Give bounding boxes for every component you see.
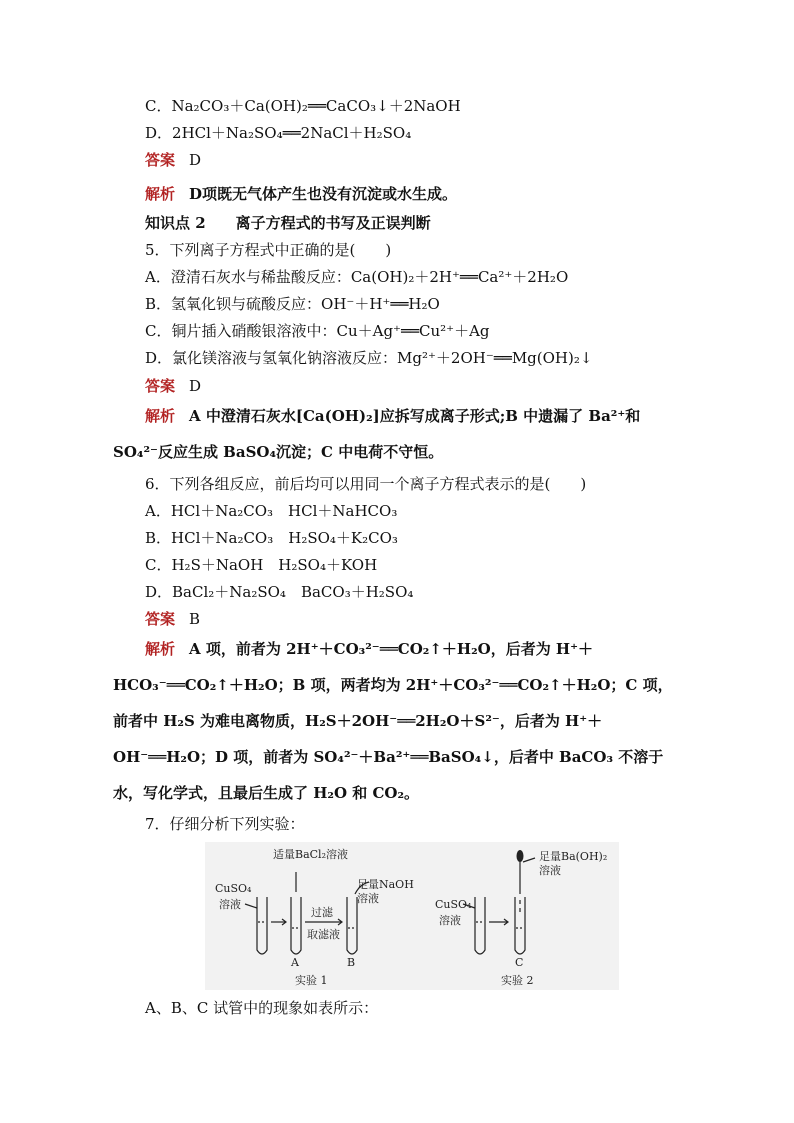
label-baoh2-solution: 溶液: [539, 864, 561, 877]
q6-option-d: D．BaCl₂＋Na₂SO₄ BaCO₃＋H₂SO₄: [145, 583, 414, 601]
test-tube-cuso4-2: [475, 897, 485, 954]
q5-option-b: B．氢氧化钡与硫酸反应：OH⁻＋H⁺══H₂O: [145, 295, 440, 313]
q6-option-c: C．H₂S＋NaOH H₂SO₄＋KOH: [145, 556, 378, 574]
answer-4: [145, 150, 201, 170]
answer-5: [145, 376, 201, 396]
explanation-tag: 解析: [145, 185, 176, 203]
answer-tag: 答案: [145, 151, 176, 169]
q5-option-a: A．澄清石灰水与稀盐酸反应：Ca(OH)₂＋2H⁺══Ca²⁺＋2H₂O: [145, 268, 569, 286]
explanation-5: [113, 398, 683, 470]
label-experiment-1: 实验 1: [295, 974, 328, 987]
label-filter: 过滤: [311, 906, 333, 919]
test-tube-c: [515, 897, 525, 954]
label-naoh-solution: 溶液: [357, 892, 379, 905]
label-take-filtrate: 取滤液: [307, 928, 340, 941]
option-c: C．Na₂CO₃＋Ca(OH)₂══CaCO₃↓＋2NaOH: [145, 97, 461, 115]
answer-value: D: [189, 151, 202, 169]
explanation-tag: 解析: [145, 640, 176, 658]
answer-value: D: [189, 377, 202, 395]
answer-tag: 答案: [145, 610, 176, 628]
question-7-tail: A、B、C 试管中的现象如表所示：: [145, 999, 379, 1017]
explanation-6: [113, 631, 683, 811]
label-tube-a: A: [291, 956, 299, 969]
explanation-text: A 中澄清石灰水[Ca(OH)₂]应拆写成离子形式;B 中遗漏了 Ba²⁺和 SO₄²⁻反应生成 BaSO₄沉淀；C 中电荷不守恒。: [113, 407, 641, 461]
explanation-4: [145, 184, 457, 204]
label-naoh: 足量NaOH: [357, 878, 414, 891]
label-experiment-2: 实验 2: [501, 974, 534, 987]
explanation-text: D项既无气体产生也没有沉淀或水生成。: [189, 185, 458, 203]
explanation-text: A 项，前者为 2H⁺＋CO₃²⁻══CO₂↑＋H₂O，后者为 H⁺＋HCO₃⁻══CO₂↑＋H₂O；B 项，两者均为 2H⁺＋CO₃²⁻══CO₂↑＋H₂O；C 项，前者中 H₂S 为难电离物质，H₂S＋2OH⁻══2H₂O＋S²⁻，后者为 H⁺＋OH⁻══H₂O；D 项，前者为 SO₄²⁻＋Ba²⁺══BaSO₄↓，后者中 BaCO₃ 不溶于水，写化学式，且最后生成了 H₂O 和 CO₂。: [113, 640, 673, 802]
label-cuso4-1: CuSO₄: [215, 882, 252, 895]
answer-6: [145, 609, 200, 629]
option-d: D．2HCl＋Na₂SO₄══2NaCl＋H₂SO₄: [145, 124, 412, 142]
answer-tag: 答案: [145, 377, 176, 395]
leader-line: [245, 904, 257, 908]
q6-option-a: A．HCl＋Na₂CO₃ HCl＋NaHCO₃: [145, 502, 398, 520]
label-tube-b: B: [347, 956, 356, 969]
q6-option-b: B．HCl＋Na₂CO₃ H₂SO₄＋K₂CO₃: [145, 529, 398, 547]
test-tube-cuso4-1: [257, 897, 267, 954]
test-tube-b: [347, 897, 357, 954]
q5-option-c: C．铜片插入硝酸银溶液中：Cu＋Ag⁺══Cu²⁺＋Ag: [145, 322, 490, 340]
experiment-figure: [205, 842, 619, 990]
label-cuso4-1-solution: 溶液: [219, 898, 241, 911]
answer-value: B: [189, 610, 201, 628]
test-tube-a: [291, 897, 301, 954]
question-6: 6．下列各组反应，前后均可以用同一个离子方程式表示的是( ): [145, 475, 587, 493]
label-tube-c: C: [515, 956, 524, 969]
label-baoh2: 足量Ba(OH)₂: [539, 850, 608, 863]
label-cuso4-2: CuSO₄: [435, 898, 472, 911]
explanation-tag: 解析: [145, 407, 176, 425]
label-bacl2: 适量BaCl₂溶液: [273, 848, 348, 861]
label-cuso4-2-solution: 溶液: [439, 914, 461, 927]
knowledge-point-heading: 知识点 2 离子方程式的书写及正误判断: [145, 214, 431, 232]
q5-option-d: D．氯化镁溶液与氢氧化钠溶液反应：Mg²⁺＋2OH⁻══Mg(OH)₂↓: [145, 349, 593, 367]
question-5: 5．下列离子方程式中正确的是( ): [145, 241, 392, 259]
dropper-bulb: [517, 850, 524, 862]
question-7: 7．仔细分析下列实验：: [145, 815, 305, 833]
